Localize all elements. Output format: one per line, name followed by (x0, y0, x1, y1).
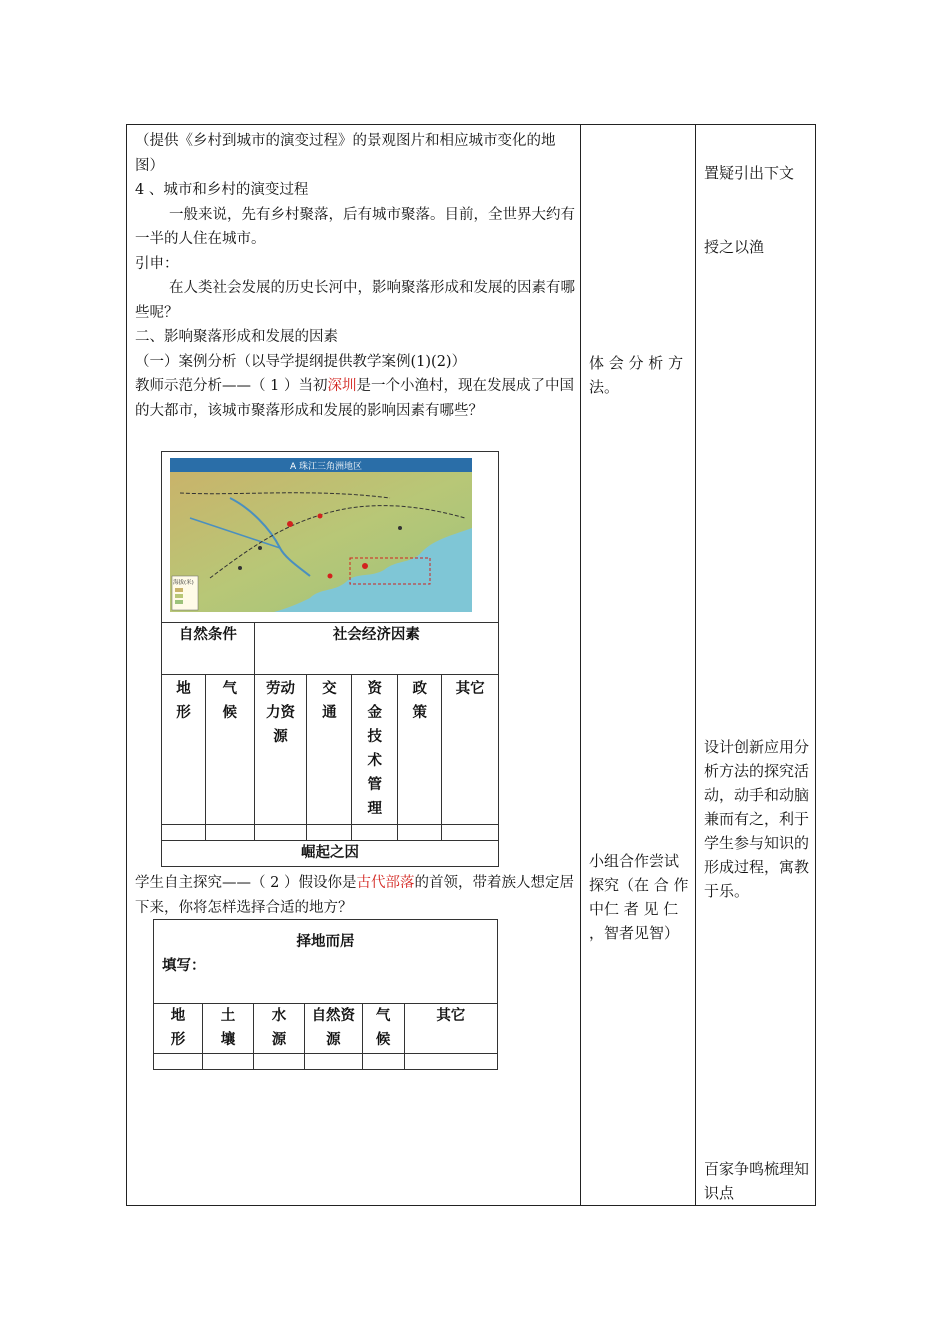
intro-text: （提供《乡村到城市的演变过程》的景观图片和相应城市变化的地图） (135, 133, 556, 174)
col-terrain: 地形 (162, 675, 206, 825)
map-frame (161, 451, 499, 623)
blank-cell[interactable] (205, 825, 254, 841)
intent-note-4: 百家争鸣梳理知识点 (704, 1160, 810, 1202)
blank-cell[interactable] (307, 825, 352, 841)
intent-note-2: 授之以渔 (704, 238, 765, 256)
col-climate: 气候 (362, 1004, 404, 1054)
section-heading-2: 二、影响聚落形成和发展的因素 (135, 329, 338, 345)
blank-cell[interactable] (304, 1054, 362, 1070)
col-water: 水源 (253, 1004, 304, 1054)
shenzhen-highlight: 深圳 (327, 378, 357, 394)
col-transport: 交通 (307, 675, 352, 825)
blank-cell[interactable] (398, 825, 442, 841)
col-other: 其它 (404, 1004, 497, 1054)
heading-4: 4 、城市和乡村的演变过程 (135, 182, 309, 198)
natural-conditions-header: 自然条件 (162, 623, 255, 675)
settlement-choice-table (153, 919, 498, 1070)
col-natural-resources: 自然资源 (304, 1004, 362, 1054)
pearl-river-delta-map (170, 458, 472, 612)
settlement-title-cell (154, 920, 498, 1004)
blank-cell[interactable] (362, 1054, 404, 1070)
rise-reasons-footer: 崛起之因 (162, 841, 499, 867)
blank-cell[interactable] (442, 825, 499, 841)
col-soil: 土壤 (202, 1004, 253, 1054)
extend-label: 引申： (135, 255, 179, 272)
blank-cell[interactable] (253, 1054, 304, 1070)
blank-cell[interactable] (352, 825, 398, 841)
map-title: A 珠江三角洲地区 (290, 462, 363, 472)
blank-cell[interactable] (154, 1054, 203, 1070)
col-other: 其它 (442, 675, 499, 825)
student-inquiry (135, 871, 577, 920)
fill-label: 填写： (162, 958, 206, 974)
col-policy: 政策 (398, 675, 442, 825)
settlement-title: 择地而居 (296, 934, 355, 950)
col-labor: 劳动力资源 (254, 675, 307, 825)
student-inquiry-text: 学生自主探究——（ 2 ）假设你是古代部落的首领，带着族人想定居下来，你将怎样选择合适的地方？ (135, 875, 574, 916)
map-legend-label: 海拔(米) (173, 580, 194, 586)
method-note-2: 小组合作尝试探究（在 合 作 中仁 者 见 仁 ，智者见智） (589, 852, 689, 942)
blank-cell[interactable] (202, 1054, 253, 1070)
teacher-demo-text: 教师示范分析——（ 1 ）当初深圳是一个小渔村，现在发展成了中国的大都市，该城市聚落形成和发展的影响因素有哪些？ (135, 378, 574, 419)
col-terrain: 地形 (154, 1004, 203, 1054)
blank-cell[interactable] (162, 825, 206, 841)
col-climate: 气候 (205, 675, 254, 825)
factors-table (161, 622, 499, 867)
content-column (135, 129, 577, 423)
ancient-tribe-highlight: 古代部落 (356, 875, 415, 891)
socioeconomic-header: 社会经济因素 (254, 623, 498, 675)
lesson-plan-table (126, 124, 816, 1206)
col-capital: 资金技术管理 (352, 675, 398, 825)
blank-cell[interactable] (404, 1054, 497, 1070)
method-note-1: 体 会 分 析 方法。 (589, 354, 684, 396)
intent-note-3: 设计创新应用分析方法的探究活动，动手和动脑兼而有之，利于学生参与知识的形成过程，寓教于乐。 (704, 738, 810, 900)
paragraph-evolution: 一般来说，先有乡村聚落，后有城市聚落。目前，全世界大约有一半的人住在城市。 (135, 206, 575, 247)
column-divider (580, 125, 581, 1205)
blank-cell[interactable] (254, 825, 307, 841)
column-divider (695, 125, 696, 1205)
case-analysis-title: （一）案例分析（以导学提纲提供教学案例(1)(2)） (135, 353, 467, 370)
intent-note-1: 置疑引出下文 (704, 164, 795, 182)
paragraph-question: 在人类社会发展的历史长河中，影响聚落形成和发展的因素有哪些呢？ (135, 280, 575, 321)
